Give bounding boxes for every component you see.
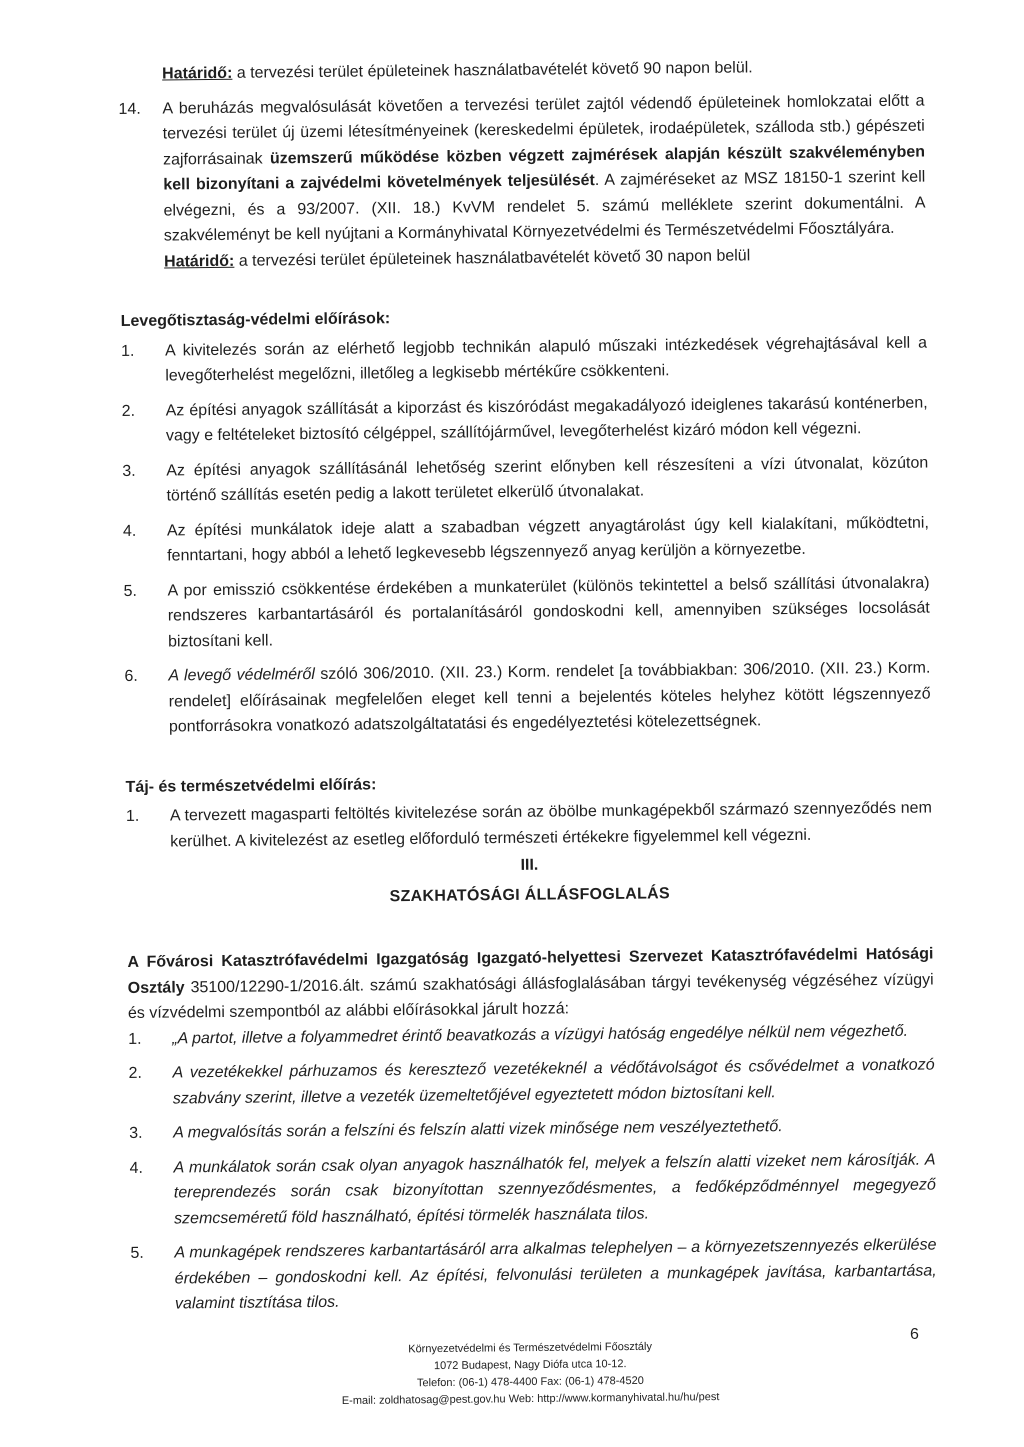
item-number: 1. [120, 342, 135, 360]
footer-address: 1072 Budapest, Nagy Diófa utca 10-12. [433, 1358, 627, 1373]
item-number: 1. [128, 1030, 142, 1048]
item-text-bold: üzemszerű működése közben végzett zajmérések alapján készült szakvéleményben kell bizonyítani a zajvédelmi követelmények teljesülését [163, 143, 926, 194]
item-text: A munkagépek rendszeres karbantartásáról arra alkalmas telephelyen – a környezetszennyezés elkerülése érdekében – gondoskodni kell. Az építési, felvonulási területen a munkagépek javítása, karbantartása, valamint tisztítása tilos. [174, 1236, 937, 1313]
footer-email-web: E-mail: zoldhatosag@pest.gov.hu Web: http://www.kormanyhivatal.hu/hu/pest [341, 1391, 720, 1408]
list-item [122, 390, 928, 449]
item-text: A por emisszió csökkentése érdekében a munkaterület (különös tekintettel a belső szállítási útvonalakra) rendszeres karbantartásáról és portalanításáról gondoskodni kell, amennyiben szükséges locsolását biztosítani kell. [167, 574, 930, 651]
section-title: SZAKHATÓSÁGI ÁLLÁSFOGLALÁS [389, 884, 671, 905]
deadline-label: Határidő: [162, 64, 233, 83]
authority-name: A Fővárosi Katasztrófavédelmi Igazgatóság Igazgató-helyettesi Szervezet Katasztrófavédelmi Hatósági Osztály [127, 945, 934, 997]
list-item [129, 1113, 935, 1147]
deadline-90-days [162, 54, 924, 87]
item-text: A kivitelezés során az elérhető legjobb technikán alapuló műszaki intézkedések végrehajtásával kell a levegőterhelést megelőzni, illetőleg a legkisebb mértékűre csökkenteni. [164, 334, 928, 385]
item-text-italic: A levegő védelméről [168, 665, 315, 685]
item-text: Az építési anyagok szállításánál lehetőség szerint előnyben kell részesíteni a vízi útvonalat, közúton történő szállítás esetén pedig a lakott területet elkerülő útvonalakat. [166, 454, 929, 505]
list-item [126, 796, 932, 855]
page-content [118, 54, 937, 1318]
item-text: A tervezett magasparti feltöltés kivitelezése során az öbölbe munkagépekből származó szennyeződés nem kerülhet. A kivitelezést az esetleg előforduló természeti értékekre figyelemmel kell végezni. [169, 799, 932, 850]
list-item [124, 656, 931, 741]
item-number: 1. [125, 807, 140, 825]
item-number: 2. [121, 402, 136, 420]
list-item [129, 1147, 936, 1232]
authority-paragraph [127, 942, 934, 1027]
footer-department: Környezetvédelmi és Természetvédelmi Főosztály [408, 1340, 652, 1356]
list-item [123, 570, 930, 655]
item-number: 6. [124, 667, 138, 685]
item-number: 4. [122, 522, 137, 540]
item-text: Az építési munkálatok ideje alatt a szabadban végzett anyagtárolást úgy kell kialakítani, működtetni, fenntartani, hogy abból a lehető legkevesebb légszennyező anyag kerüljön a környezetbe. [166, 514, 929, 565]
page-number: 6 [910, 1326, 919, 1343]
item-text: A megvalósítás során a felszíni és felszín alatti vizek minősége nem veszélyeztethető. [173, 1118, 783, 1142]
item-number: 4. [129, 1159, 144, 1177]
item-text-end: . A zajméréseket az MSZ 18150-1 szerint kell elvégezni, és a 93/2007. (XII. 18.) KvVM rendelet 5. számú melléklete szerint dokumentálni. A szakvéleményt be kell nyújtani a Kormányhivatal Környezetvédelmi és Természetvédelmi Főosztályára. [163, 168, 926, 245]
item-number: 3. [129, 1124, 143, 1142]
list-item-14 [118, 88, 926, 249]
item-number: 5. [123, 582, 137, 600]
section-roman-numeral: III. [520, 856, 539, 874]
list-item [123, 510, 929, 569]
item-text: A munkálatok során csak olyan anyagok használhatók fel, melyek a felszín alatti vizeket nem károsítják. A tereprendezés során csak bizonyítottan szennyeződésmentes, a fedőképződménnyel megegyező szemcseméretű föld használható, építési törmelék használata tilos. [173, 1150, 936, 1227]
item-text-start: A beruházás megvalósulását követően a tervezési terület zajtól védendő épületeinek homlokzatai előtt a tervezési terület új üzemi létesítményeinek (kereskedelmi épületek, irodaépületek, szálloda stb.) gépészeti zajforrásainak [162, 92, 925, 169]
item-number: 14. [118, 100, 141, 118]
deadline-text: a tervezési terület épületeinek használatbavételét követő 90 napon belül. [232, 59, 753, 82]
air-protection-heading: Levegőtisztaság-védelmi előírások: [120, 310, 391, 330]
list-item [130, 1232, 937, 1317]
page-footer [250, 1337, 811, 1411]
authority-text: 35100/12290-1/2016.ált. számú szakhatósági állásfoglalásában tárgyi tevékenység végzéséhez vízügyi és vízvédelmi szempontból az alábbi előírásokkal járult hozzá: [127, 971, 934, 1022]
deadline-label: Határidő: [164, 252, 235, 271]
footer-phone-fax: Telefon: (06-1) 478-4400 Fax: (06-1) 478-4520 [416, 1374, 644, 1390]
item-text: szóló 306/2010. (XII. 23.) Korm. rendelet [a továbbiakban: 306/2010. (XII. 23.) Korm. rendelet] előírásainak megfelelően eleget kell tenni a bejelentés köteles helyhez kötött légszennyező pontforrásokra vonatkozó adatszolgáltatatási és engedélyeztetési kötelezettségnek. [168, 659, 931, 736]
item-number: 2. [128, 1064, 143, 1082]
item-text: A vezetékekkel párhuzamos és keresztező vezetékeknél a védőtávolságot és csővédelmet a vonatkozó szabvány szerint, illetve a vezeték üzemeltetőjével egyeztetett módon biztosítani kell. [172, 1056, 935, 1107]
item-text: Az építési anyagok szállítását a kiporzást és kiszóródást megakadályozó ideiglenes takarású konténerben, vagy e feltételeket biztosító célgéppel, szállítójárművel, levegőterhelést kizáró módon kell végezni. [165, 394, 928, 445]
item-text: „A partot, illetve a folyammedret érintő beavatkozás a vízügyi hatóság engedélye nélkül nem végezhető. [172, 1022, 909, 1047]
item-number: 3. [122, 462, 136, 480]
list-item [128, 1053, 934, 1112]
list-item [122, 450, 928, 509]
deadline-text: a tervezési terület épületeinek használatbavételét követő 30 napon belül [234, 246, 751, 270]
item-number: 5. [130, 1244, 144, 1262]
list-item [121, 330, 927, 389]
nature-protection-heading: Táj- és természetvédelmi előírás: [125, 775, 377, 796]
